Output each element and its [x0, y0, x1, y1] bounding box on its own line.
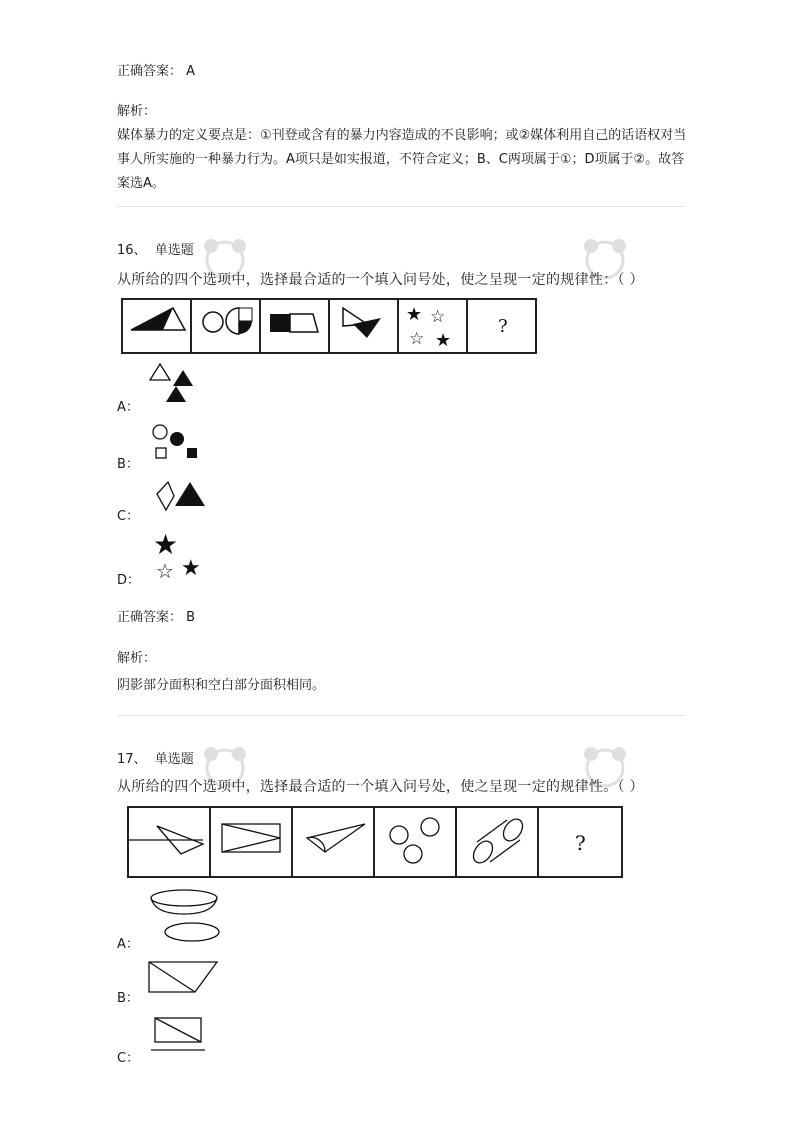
q16-header	[117, 240, 194, 262]
watermark-panda-icon	[195, 232, 265, 282]
q16-answer	[117, 607, 195, 629]
q17-question-text: 从所给的四个选项中，选择最合适的一个填入问号处，使之呈现一定的规律性。（ ）	[117, 779, 644, 795]
question-mark: ?	[498, 316, 508, 337]
watermark-panda-icon	[575, 232, 645, 282]
watermark-panda-icon	[575, 740, 645, 790]
q15-analysis-label: 解析：	[117, 104, 157, 119]
option-d-figure[interactable]	[149, 528, 209, 582]
option-b-figure[interactable]	[151, 423, 201, 463]
question-type: 单选题	[154, 752, 194, 767]
q16-analysis-text: 阴影部分面积和空白部分面积相同。	[117, 678, 326, 693]
q16-question-text: 从所给的四个选项中，选择最合适的一个填入问号处，使之呈现一定的规律性：（ ）	[117, 272, 644, 288]
q17-figure-strip	[127, 806, 623, 878]
answer-value: A	[186, 64, 196, 79]
option-a-label[interactable]: A：	[117, 937, 139, 952]
option-a-figure[interactable]	[149, 888, 221, 944]
option-c-figure[interactable]	[149, 478, 209, 514]
question-type: 单选题	[154, 243, 194, 258]
option-b-label[interactable]: B：	[117, 991, 139, 1006]
question-mark: ?	[575, 831, 586, 855]
svg-text:☆: ☆	[409, 329, 425, 349]
q16-figure-strip	[121, 298, 537, 354]
star-outline-icon: ☆	[156, 559, 174, 583]
answer-label: 正确答案：	[117, 64, 183, 79]
option-c-label[interactable]: C：	[117, 1051, 140, 1066]
q16-analysis-label: 解析：	[117, 651, 157, 666]
svg-text:☆: ☆	[430, 307, 446, 327]
answer-value: B	[186, 610, 196, 625]
divider	[117, 715, 685, 716]
option-b-figure[interactable]	[147, 960, 221, 994]
option-c-figure[interactable]	[151, 1016, 207, 1056]
option-a-label[interactable]: A：	[117, 400, 139, 415]
svg-text:★: ★	[406, 304, 423, 325]
option-b-label[interactable]: B：	[117, 457, 139, 472]
option-a-figure[interactable]	[147, 362, 197, 406]
q15-answer	[117, 61, 195, 83]
question-number: 16、	[117, 243, 147, 258]
square-shapes	[270, 314, 318, 332]
divider	[117, 206, 685, 207]
watermark-panda-icon	[195, 740, 265, 790]
option-d-label[interactable]: D：	[117, 573, 141, 588]
answer-label: 正确答案：	[117, 610, 183, 625]
star-icon: ★	[153, 528, 179, 561]
option-c-label[interactable]: C：	[117, 509, 140, 524]
star-icon: ★	[181, 556, 201, 581]
question-number: 17、	[117, 752, 147, 767]
q17-header	[117, 749, 194, 771]
q15-analysis-text: 媒体暴力的定义要点是：①刊登或含有的暴力内容造成的不良影响；或②媒体利用自己的话语权对当事人所实施的一种暴力行为。A项只是如实报道，不符合定义；B、C两项属于①；D项属于②。故答案选A。	[117, 128, 687, 191]
svg-text:★: ★	[435, 330, 452, 351]
